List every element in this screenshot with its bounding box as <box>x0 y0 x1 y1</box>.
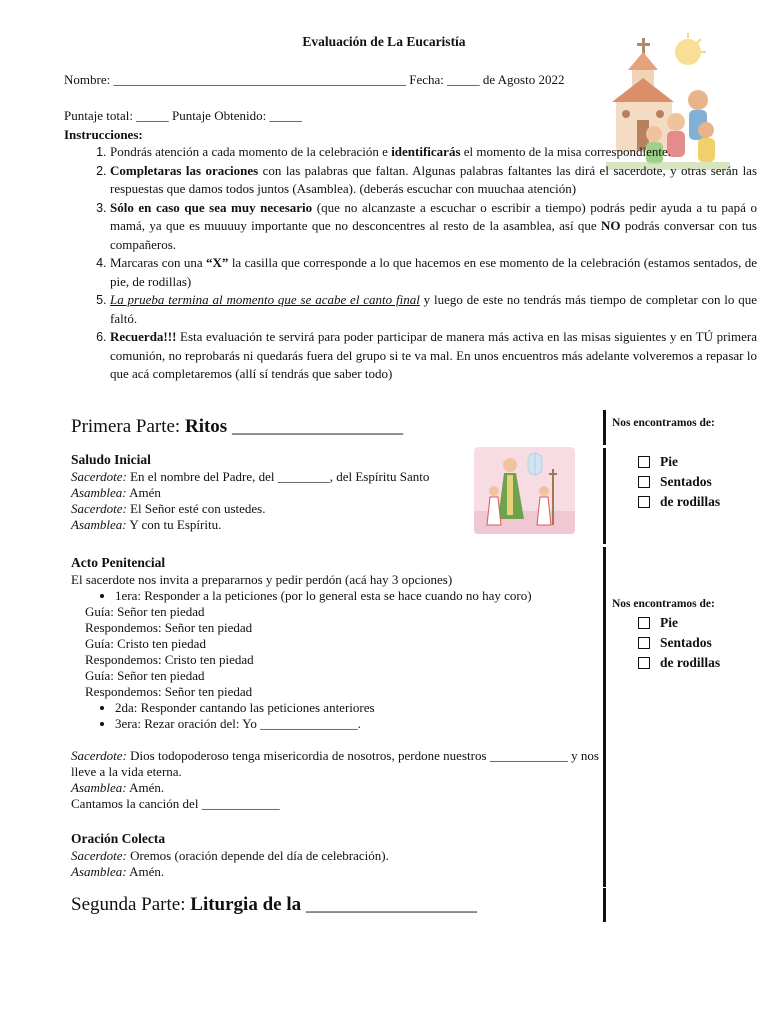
option-sentados[interactable]: Sentados <box>638 633 720 653</box>
encontramos-title: Nos encontramos de: <box>612 598 715 610</box>
encontramos-title: Nos encontramos de: <box>612 417 715 429</box>
column-divider <box>603 547 606 887</box>
instruction-item: 1. Pondrás atención a cada momento de la celebración e identificarás el momento de la misa correspondiente. <box>110 143 757 162</box>
colecta-title: Oración Colecta <box>71 831 166 846</box>
option-rodillas[interactable]: de rodillas <box>638 492 720 512</box>
posture-options <box>638 452 720 512</box>
list-item: • 2da: Responder cantando las peticiones anteriores <box>115 700 599 716</box>
option-pie[interactable]: Pie <box>638 613 720 633</box>
nombre-fecha-line: Nombre: _____________________________________________ Fecha: _____ de Agosto 2022 <box>64 72 565 87</box>
checkbox-icon[interactable] <box>638 617 650 629</box>
saludo-title: Saludo Inicial <box>71 452 151 467</box>
option-pie[interactable]: Pie <box>638 452 720 472</box>
checkbox-icon[interactable] <box>638 476 650 488</box>
dialogo-block: Guía: Señor ten piedad Respondemos: Señor ten piedad Guía: Cristo ten piedad Respondemos: Cristo ten piedad Guía: Señor ten piedad Respondemos: Señor ten piedad <box>85 604 254 699</box>
instruction-item: 5. La prueba termina al momento que se acabe el canto final y luego de este no tendrás más tiempo de completar con lo que faltó. <box>110 291 757 328</box>
instruction-item: 2. Completaras las oraciones con las palabras que faltan. Algunas palabras faltantes las dirá el sacerdote, y otras serán las respuestas que damos todos juntos (Asamblea). (deberás escuchar con muuchaa atención) <box>110 162 757 199</box>
checkbox-icon[interactable] <box>638 637 650 649</box>
instrucciones-label: Instrucciones: <box>64 127 143 142</box>
page-title: Evaluación de La Eucaristía <box>302 34 466 49</box>
column-divider <box>603 888 606 922</box>
segunda-parte-heading: Segunda Parte: Liturgia de la __________________ <box>71 894 477 915</box>
priest-altar-boys-icon <box>474 447 575 534</box>
acto-title: Acto Penitencial <box>71 555 166 570</box>
column-divider <box>603 448 606 544</box>
acto-text: El sacerdote nos invita a prepararnos y pedir perdón (acá hay 3 opciones) • 1era: Responder a la peticiones (por lo general esta se hace cuando no hay coro) Guía: Señor ten piedad Respondemos: Señor ten piedad Guía: Cristo ten piedad Respondemos: Cristo ten piedad Guía: Señor ten piedad Respondemos: Señor ten piedad • 2da: Responder cantando las peticiones anteriores • 3era: Rezar oración del: Yo _______________. Sacerdote: Dios todopoderoso tenga misericordia de nosotros, perdone nuestros ____________ y nos lleve a la vida eterna. Asamblea: Amén. Cantamos la canción del ____________ <box>71 572 599 812</box>
instruction-item: 3. Sólo en caso que sea muy necesario (que no alcanzaste a escuchar o escribir a tiempo) podrás pedir ayuda a tu papá o mamá, ya que es muuuuy importante que no desconcentres al resto de la asamblea, así que NO podrás conversar con tus compañeros. <box>110 199 757 255</box>
colecta-text: Sacerdote: Oremos (oración depende del día de celebración). Asamblea: Amén. <box>71 848 389 879</box>
option-rodillas[interactable]: de rodillas <box>638 653 720 673</box>
column-divider <box>603 410 606 445</box>
puntaje-line: Puntaje total: _____ Puntaje Obtenido: _____ <box>64 108 302 123</box>
posture-options <box>638 613 720 673</box>
list-item: • 1era: Responder a la peticiones (por lo general esta se hace cuando no hay coro) <box>115 588 599 604</box>
instruction-item: 4. Marcaras con una “X” la casilla que corresponde a lo que hacemos en ese momento de la celebración (estamos sentados, de pie, de rodillas) <box>110 254 757 291</box>
primera-parte-heading: Primera Parte: Ritos __________________ <box>71 416 403 437</box>
list-item: • 3era: Rezar oración del: Yo _______________. <box>115 716 599 732</box>
instruction-item: 6. Recuerda!!! Esta evaluación te servirá para poder participar de manera más activa en las misas siguientes y en TÚ primera comunión, no reprobarás ni quedarás fuera del grupo si te va mal. En unos encuentros más adelante volveremos a repasar lo que acá completaremos (allí sí tendrás que saber todo) <box>110 328 757 384</box>
saludo-text: Sacerdote: En el nombre del Padre, del ________, del Espíritu Santo Asamblea: Amén Sacerdote: El Señor esté con ustedes. Asamblea: Y con tu Espíritu. <box>71 469 430 532</box>
option-sentados[interactable]: Sentados <box>638 472 720 492</box>
checkbox-icon[interactable] <box>638 657 650 669</box>
checkbox-icon[interactable] <box>638 456 650 468</box>
checkbox-icon[interactable] <box>638 496 650 508</box>
instructions-list <box>64 143 757 384</box>
